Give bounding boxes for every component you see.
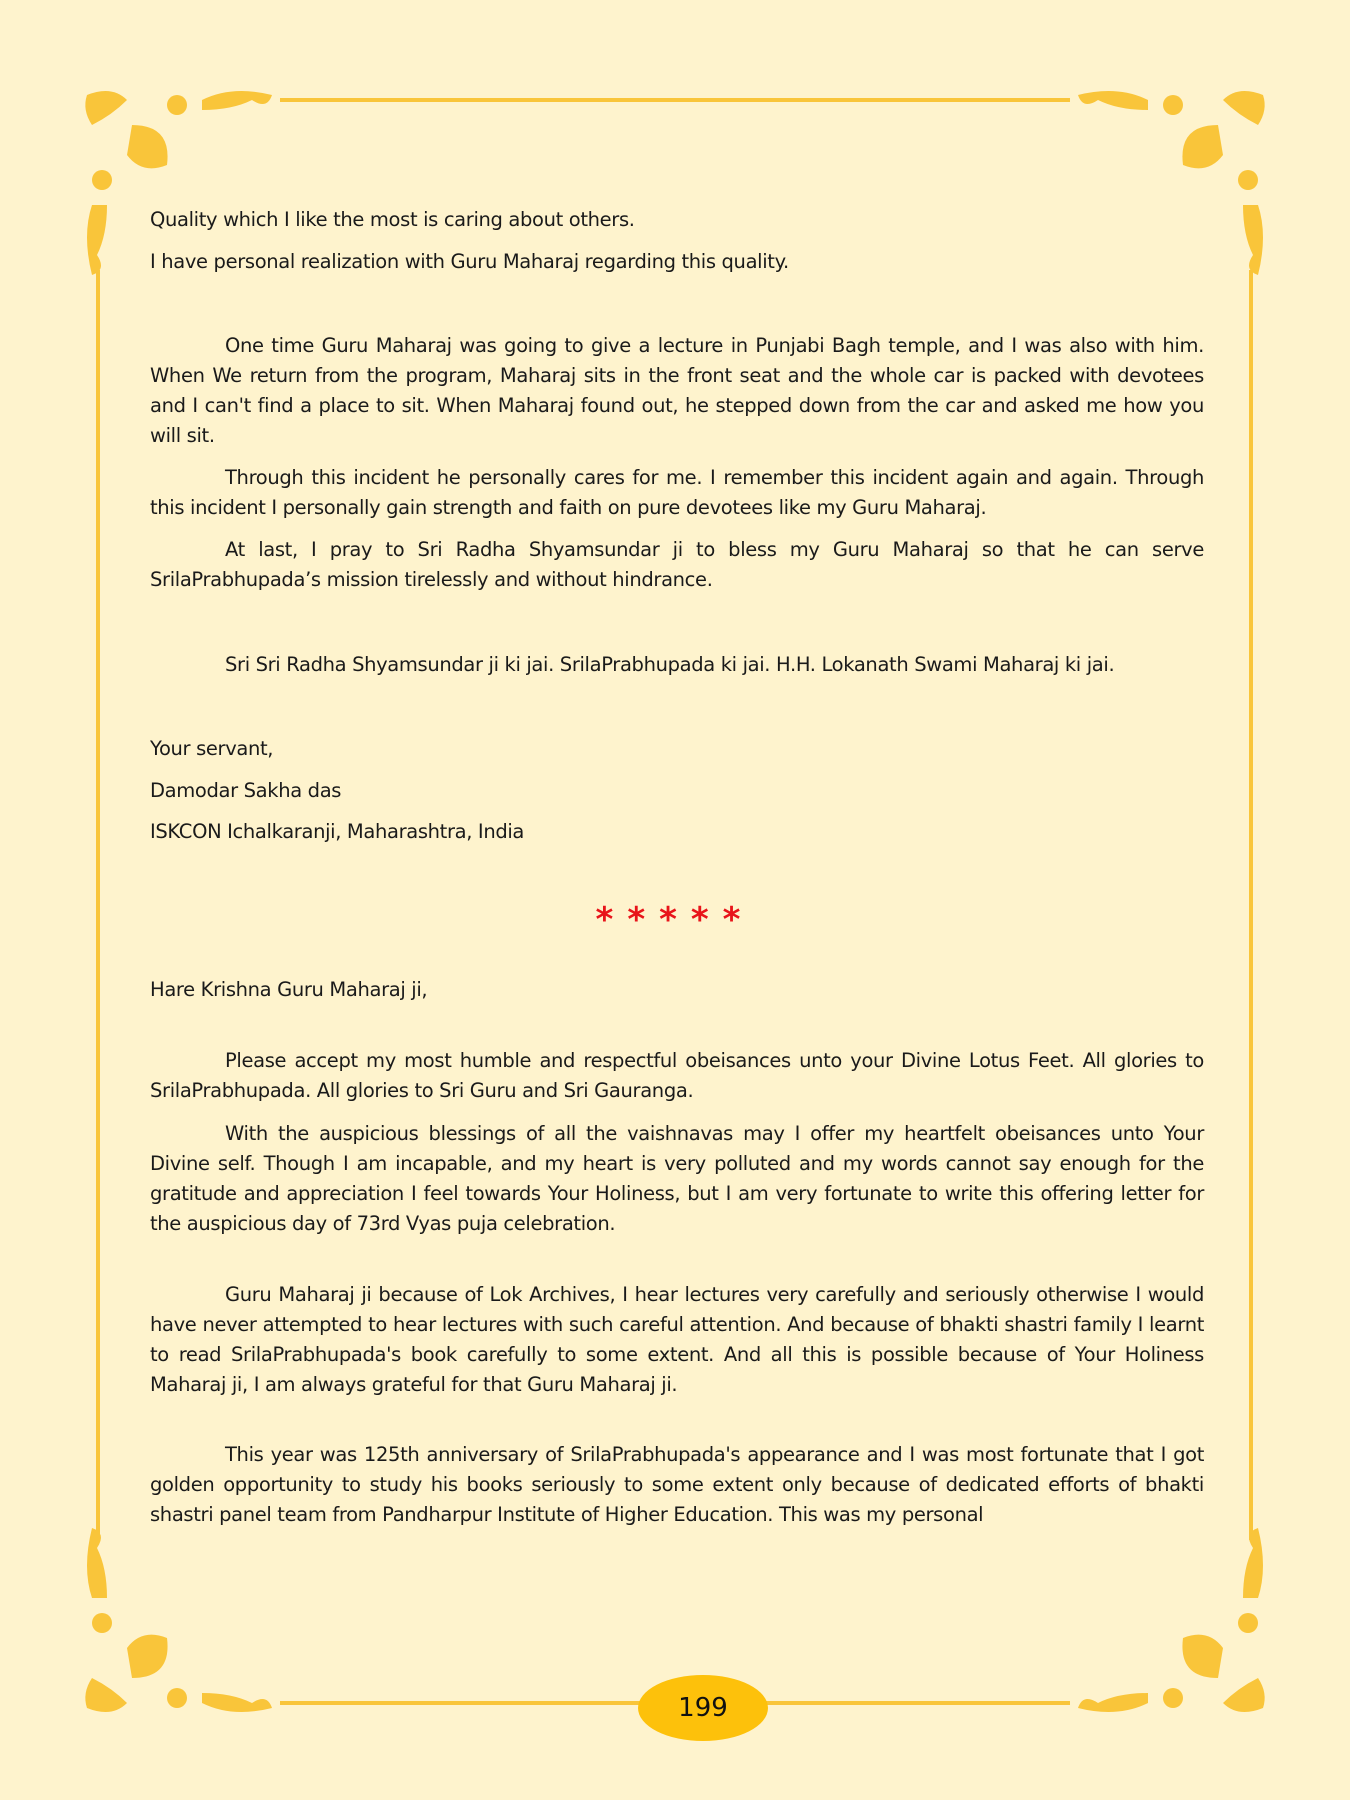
separator-stars: ***** [595, 900, 755, 940]
page-number: 199 [638, 1675, 768, 1741]
salutation: Sri Sri Radha Shyamsundar ji ki jai. SrilaPrabhupada ki jai. H.H. Lokanath Swami Maharaj ki jai. [225, 653, 1115, 676]
paragraph: One time Guru Maharaj was going to give a lecture in Punjabi Bagh temple, and I was also with him. When We return from the program, Maharaj sits in the front seat and the whole car is packed with devotees and I can't find a place to sit. When Maharaj found out, he stepped down from the car and asked me how you will sit. [150, 334, 1204, 447]
closing: Your servant, [150, 737, 274, 760]
paragraph: Through this incident he personally cares for me. I remember this incident again and again. Through this incident I personally gain strength and faith on pure devotees like my Guru Maharaj. [150, 466, 1204, 519]
paragraph: At last, I pray to Sri Radha Shyamsundar ji to bless my Guru Maharaj so that he can serve SrilaPrabhupada’s mission tirelessly and without hindrance. [150, 538, 1204, 591]
signature-place: ISKCON Ichalkaranji, Maharashtra, India [150, 820, 525, 843]
ornament-corner-icon [1068, 1518, 1268, 1718]
signature-name: Damodar Sakha das [150, 779, 342, 802]
ornament-corner-icon [82, 1518, 282, 1718]
paragraph: I have personal realization with Guru Maharaj regarding this quality. [150, 250, 789, 273]
paragraph: Quality which I like the most is caring about others. [150, 208, 635, 231]
greeting: Hare Krishna Guru Maharaj ji, [150, 978, 428, 1001]
border-top [280, 98, 1070, 102]
paragraph: This year was 125th anniversary of SrilaPrabhupada's appearance and I was most fortunate that I got golden opportunity to study his books seriously to some extent only because of dedicated efforts of bhakti shastri panel team from Pandharpur Institute of Higher Education. This was my personal [150, 1443, 1204, 1526]
paragraph: Please accept my most humble and respectful obeisances unto your Divine Lotus Feet. All glories to SrilaPrabhupada. All glories to Sri Guru and Sri Gauranga. [150, 1049, 1204, 1102]
paragraph: Guru Maharaj ji because of Lok Archives, I hear lectures very carefully and seriously otherwise I would have never attempted to hear lectures with such careful attention. And because of bhakti shastri family I learnt to read SrilaPrabhupada's book carefully to some extent. And all this is possible because of Your Holiness Maharaj ji, I am always grateful for that Guru Maharaj ji. [150, 1283, 1204, 1396]
paragraph: With the auspicious blessings of all the vaishnavas may I offer my heartfelt obeisances unto Your Divine self. Though I am incapable, and my heart is very polluted and my words cannot say enough for the gratitude and appreciation I feel towards Your Holiness, but I am very fortunate to write this offering letter for the auspicious day of 73rd Vyas puja celebration. [150, 1122, 1204, 1235]
